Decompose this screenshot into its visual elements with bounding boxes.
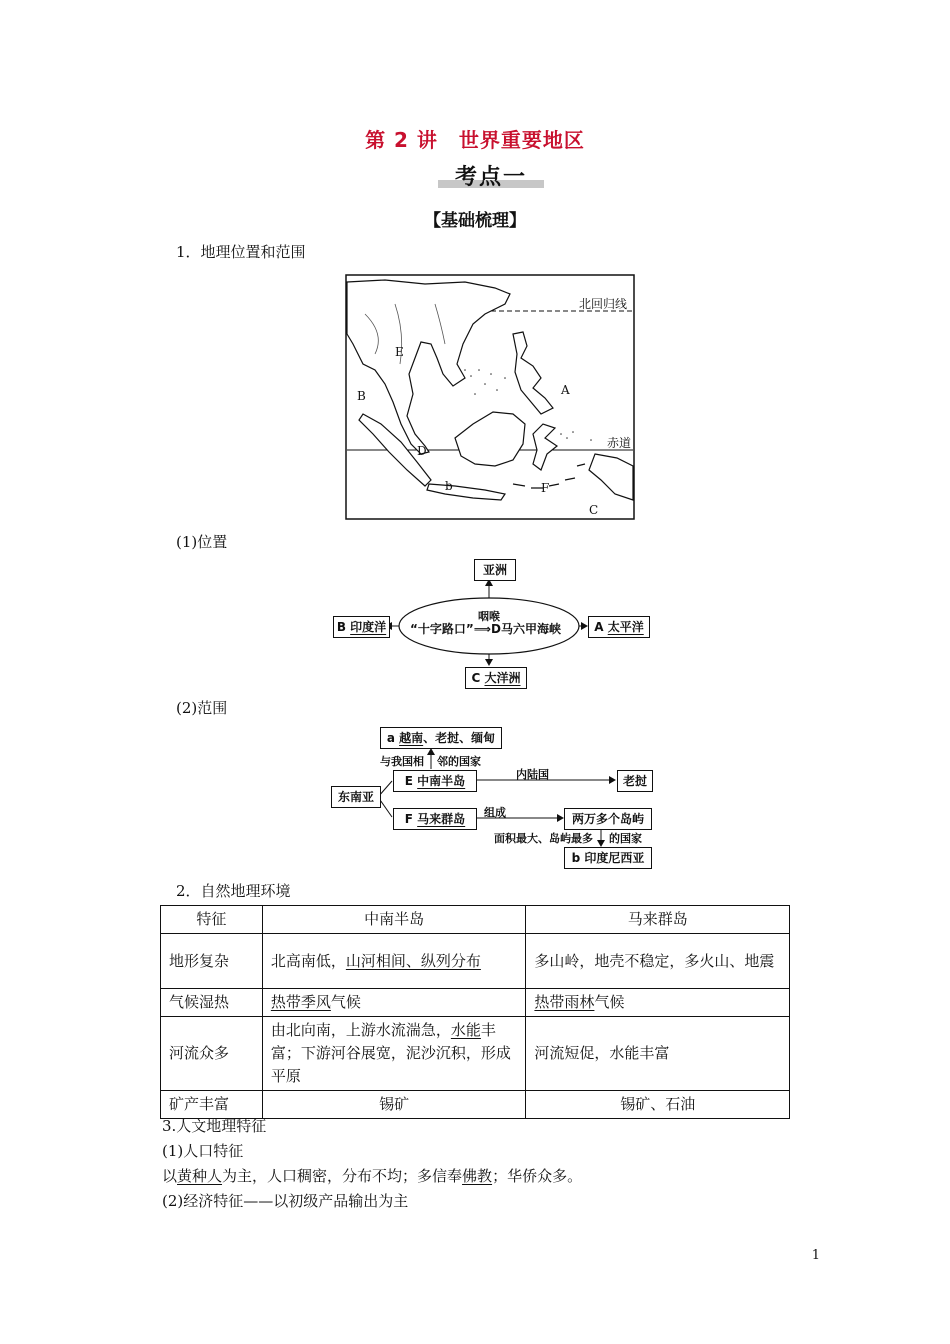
box-oceania-label: 大洋洲 xyxy=(484,671,521,685)
box-pacific-prefix: A xyxy=(594,620,608,634)
population-underlined-race: 黄种人 xyxy=(177,1167,223,1185)
box-laos xyxy=(617,770,653,792)
tropic-label: 北回归线 xyxy=(579,297,628,311)
largest-label-2: 的国家 xyxy=(609,832,642,845)
southeast-asia-map xyxy=(345,274,635,520)
table-cell-feature: 河流众多 xyxy=(161,1017,263,1091)
section-heading-text: 考点一 xyxy=(454,165,527,190)
table-row xyxy=(161,934,790,989)
table-header-cell: 特征 xyxy=(161,906,263,934)
box-indian-ocean xyxy=(333,616,390,638)
population-heading: (1)人口特征 xyxy=(162,1142,244,1160)
population-text xyxy=(162,1165,582,1187)
box-indian-ocean-label: 印度洋 xyxy=(350,620,387,634)
box-southeast-asia xyxy=(331,786,381,808)
box-malay-label: 马来群岛 xyxy=(417,812,466,826)
box-islands xyxy=(564,808,652,830)
table-cell-feature: 气候湿热 xyxy=(161,989,263,1017)
box-southeast-asia-label: 东南亚 xyxy=(337,790,374,804)
s3-heading: 3.人文地理特征 xyxy=(162,1117,267,1135)
equator-label: 赤道 xyxy=(607,436,632,450)
table-cell xyxy=(526,989,790,1017)
box-neighbors xyxy=(380,727,502,749)
box-indochina xyxy=(393,770,477,792)
arrow-neighbor-head xyxy=(427,748,435,755)
arrow-largest-head xyxy=(597,840,605,847)
economy-heading: (2)经济特征——以初级产品输出为主 xyxy=(162,1192,409,1210)
s1-heading: 1．地理位置和范围 xyxy=(176,243,306,261)
arrow-compose-head xyxy=(557,814,564,822)
table-header-cell: 中南半岛 xyxy=(262,906,526,934)
cell-underlined-text: 热带季风 xyxy=(270,993,331,1011)
box-malay-archipelago xyxy=(393,808,477,830)
crossroads-label: “十字路口”⟹D马六甲海峡 xyxy=(410,622,561,636)
cell-text: 丰富；下游河谷展宽，泥沙沉积，形成平原 xyxy=(270,1021,511,1085)
population-text-part: ；华侨众多。 xyxy=(492,1167,583,1185)
box-neighbors-rest: 、老挝、缅甸 xyxy=(423,731,496,745)
box-oceania xyxy=(465,667,527,689)
map-label-f: F xyxy=(541,481,550,495)
box-malay-prefix: F xyxy=(404,812,418,826)
page-number: 1 xyxy=(811,1248,820,1263)
throat-label: 咽喉 xyxy=(478,610,500,623)
map-label-c: C xyxy=(589,503,599,517)
neighbor-label-2: 邻的国家 xyxy=(437,755,481,768)
table-header-cell: 马来群岛 xyxy=(526,906,790,934)
cell-underlined-text: 热带雨林 xyxy=(534,993,595,1011)
subsection-heading: 【基础梳理】 xyxy=(424,211,526,231)
largest-label-1: 面积最大、岛屿最多 xyxy=(494,832,593,845)
box-pacific xyxy=(588,616,650,638)
position-heading: (1)位置 xyxy=(176,533,228,551)
cell-text: 北高南低， xyxy=(270,951,346,970)
cell-underlined-text: 水能 xyxy=(450,1021,481,1039)
map-label-e: E xyxy=(395,345,404,359)
compose-label: 组成 xyxy=(484,806,506,819)
inland-label: 内陆国 xyxy=(516,768,549,781)
table-cell: 锡矿 xyxy=(262,1091,526,1119)
table-cell: 多山岭，地壳不稳定，多火山、地震 xyxy=(526,934,790,989)
s2-heading: 2．自然地理环境 xyxy=(176,882,291,900)
cell-underlined-text: 山河相间、纵列分布 xyxy=(345,951,481,970)
map-label-d: D xyxy=(417,444,427,458)
box-laos-label: 老挝 xyxy=(622,774,647,788)
range-heading: (2)范围 xyxy=(176,699,228,717)
box-indian-ocean-prefix: B xyxy=(336,620,351,634)
table-cell: 锡矿、石油 xyxy=(526,1091,790,1119)
box-neighbors-vietnam: 越南 xyxy=(399,731,424,745)
table-cell: 河流短促，水能丰富 xyxy=(526,1017,790,1091)
table-row xyxy=(161,989,790,1017)
map-label-b: B xyxy=(357,389,366,403)
box-indochina-label: 中南半岛 xyxy=(417,774,466,788)
box-asia-label: 亚洲 xyxy=(482,563,507,577)
table-cell-feature: 地形复杂 xyxy=(161,934,263,989)
page-title: 第 2 讲 世界重要地区 xyxy=(365,128,585,152)
box-asia xyxy=(474,559,516,581)
arrow-inland-head xyxy=(609,776,616,784)
box-oceania-prefix: C xyxy=(471,671,485,685)
table-header-row xyxy=(161,906,790,934)
cell-text: 气候 xyxy=(594,993,625,1011)
table-cell-feature: 矿产丰富 xyxy=(161,1091,263,1119)
population-underlined-religion: 佛教 xyxy=(462,1167,493,1185)
cell-text: 由北向南，上游水流湍急， xyxy=(270,1021,451,1039)
table-cell xyxy=(262,1017,526,1091)
box-pacific-label: 太平洋 xyxy=(607,620,644,634)
table-cell xyxy=(262,989,526,1017)
map-label-small-b: b xyxy=(445,479,453,493)
neighbor-label-1: 与我国相 xyxy=(380,755,424,768)
map-label-a: A xyxy=(561,383,570,397)
table-row xyxy=(161,1017,790,1091)
population-text-part: 以 xyxy=(162,1167,178,1185)
population-text-part: 为主，人口稠密，分布不均；多信奉 xyxy=(222,1167,463,1185)
cell-text: 气候 xyxy=(330,993,361,1011)
box-indonesia-label: b 印度尼西亚 xyxy=(571,851,645,865)
box-indochina-prefix: E xyxy=(404,774,418,788)
arrow-right-head xyxy=(581,622,588,630)
table-cell xyxy=(262,934,526,989)
box-indonesia xyxy=(564,847,652,869)
natural-environment-table xyxy=(160,905,790,1119)
arrow-down-head xyxy=(485,659,493,666)
box-islands-label: 两万多个岛屿 xyxy=(571,812,644,826)
section-heading xyxy=(438,160,544,188)
box-neighbors-prefix: a xyxy=(386,731,400,745)
